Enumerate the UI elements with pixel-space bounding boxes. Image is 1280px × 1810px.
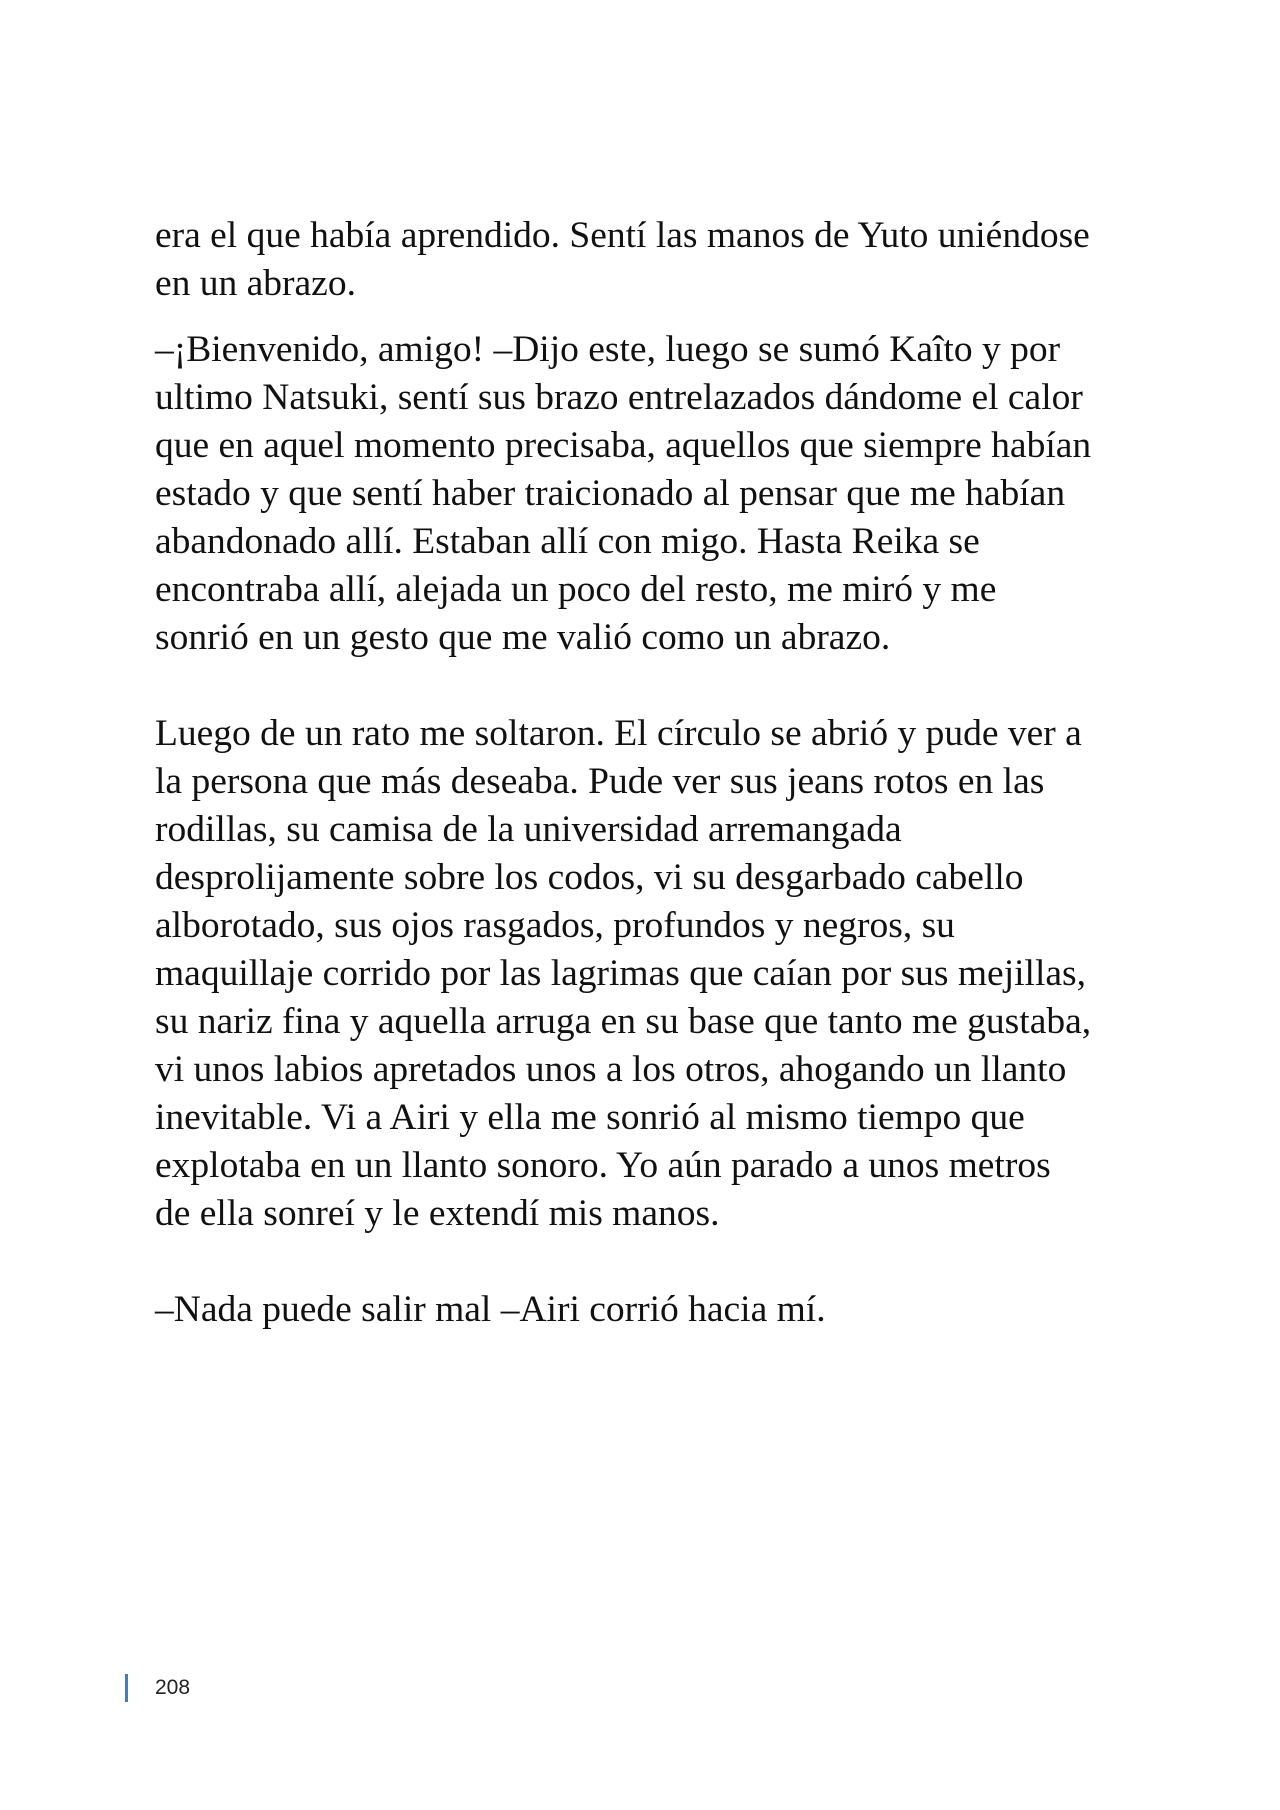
text-line: abandonado allí. Estaban allí con migo. Hasta Reika se	[155, 521, 980, 562]
text-line: vi unos labios apretados unos a los otros, ahogando un llanto	[155, 1049, 1067, 1090]
paragraph-3	[155, 710, 1135, 1238]
text-line: su nariz fina y aquella arruga en su base que tanto me gustaba,	[155, 1001, 1092, 1042]
text-line: sonrió en un gesto que me valió como un abrazo.	[155, 617, 891, 658]
footer-accent-bar	[125, 1674, 128, 1702]
paragraph-spacer	[155, 662, 1135, 710]
body-text	[155, 212, 1135, 1334]
paragraph-2	[155, 326, 1135, 662]
page-footer	[125, 1672, 190, 1704]
text-line: ultimo Natsuki, sentí sus brazo entrelazados dándome el calor	[155, 377, 1083, 418]
paragraph-spacer	[155, 1238, 1135, 1286]
page-number: 208	[155, 1676, 191, 1699]
text-line: de ella sonreí y le extendí mis manos.	[155, 1193, 720, 1234]
text-line: inevitable. Vi a Airi y ella me sonrió al mismo tiempo que	[155, 1097, 1025, 1138]
text-line: maquillaje corrido por las lagrimas que caían por sus mejillas,	[155, 953, 1086, 994]
text-line: encontraba allí, alejada un poco del resto, me miró y me	[155, 569, 997, 610]
paragraph-1	[155, 212, 1135, 308]
text-line: explotaba en un llanto sonoro. Yo aún parado a unos metros	[155, 1145, 1051, 1186]
text-line: en un abrazo.	[155, 263, 356, 304]
text-line: desprolijamente sobre los codos, vi su desgarbado cabello	[155, 857, 1024, 898]
text-line: Luego de un rato me soltaron. El círculo se abrió y pude ver a	[155, 713, 1082, 754]
paragraph-4	[155, 1286, 1135, 1334]
text-line: alborotado, sus ojos rasgados, profundos y negros, su	[155, 905, 955, 946]
paragraph-spacer	[155, 308, 1135, 326]
text-line: –¡Bienvenido, amigo! –Dijo este, luego se sumó Kaîto y por	[155, 329, 1061, 370]
text-line: rodillas, su camisa de la universidad arremangada	[155, 809, 902, 850]
text-line: era el que había aprendido. Sentí las manos de Yuto uniéndose	[155, 215, 1090, 256]
text-line: la persona que más deseaba. Pude ver sus jeans rotos en las	[155, 761, 1045, 802]
text-line: que en aquel momento precisaba, aquellos que siempre habían	[155, 425, 1092, 466]
text-line: estado y que sentí haber traicionado al pensar que me habían	[155, 473, 1066, 514]
text-line: –Nada puede salir mal –Airi corrió hacia mí.	[155, 1289, 826, 1330]
